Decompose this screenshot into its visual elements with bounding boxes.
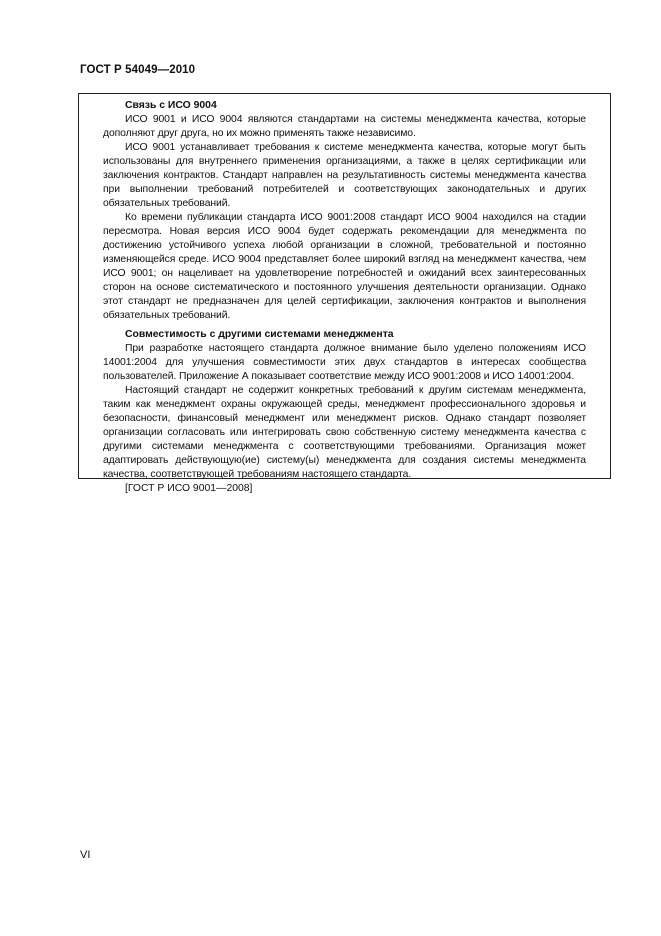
section-heading: Совместимость с другими системами менеджмента — [125, 329, 394, 340]
section-iso-9004 — [103, 99, 586, 323]
paragraph: ИСО 9001 устанавливает требования к системе менеджмента качества, которые могут быть использованы для внутреннего применения организациями, а также в целях сертификации или заключения контрактов. Стандарт направлен на результативность системы менеджмента качества при выполнении требований потребителей и соответствующих законодательных и других обязательных требований. — [103, 142, 586, 209]
section-heading: Связь с ИСО 9004 — [125, 100, 217, 111]
paragraph: Ко времени публикации стандарта ИСО 9001:2008 стандарт ИСО 9004 находился на стадии пересмотра. Новая версия ИСО 9004 будет содержать рекомендации для менеджмента по достижению устойчивого успеха любой организации в сложной, требовательной и постоянно изменяющейся среде. ИСО 9004 представляет более широкий взгляд на менеджмент качества, чем ИСО 9001; он нацеливает на удовлетворение потребностей и ожиданий всех заинтересованных сторон на основе систематического и постоянного улучшения деятельности организации. Однако этот стандарт не предназначен для целей сертификации, заключения контрактов и выполнения обязательных требований. — [103, 212, 586, 321]
paragraph: При разработке настоящего стандарта должное внимание было уделено положениям ИСО 14001:2004 для улучшения совместимости этих двух стандартов в интересах сообщества пользователей. Приложение А показывает соответствие между ИСО 9001:2008 и ИСО 14001:2004. — [103, 343, 586, 382]
document-header: ГОСТ Р 54049—2010 — [80, 64, 196, 76]
paragraph: ИСО 9001 и ИСО 9004 являются стандартами на системы менеджмента качества, которые дополняют друг друга, но их можно применять также независимо. — [103, 114, 586, 139]
paragraph: Настоящий стандарт не содержит конкретных требований к другим системам менеджмента, таким как менеджмент охраны окружающей среды, менеджмент профессионального здоровья и безопасности, финансовый менеджмент или менеджмент рисков. Однако стандарт позволяет организации согласовать или интегрировать свою собственную систему менеджмента качества с другими системами менеджмента с соответствующими требованиями. Организация может адаптировать действующую(ие) систему(ы) менеджмента для создания системы менеджмента качества, соответствующей требованиям настоящего стандарта. — [103, 385, 586, 480]
page-number: VI — [80, 849, 91, 861]
reference-citation: [ГОСТ Р ИСО 9001—2008] — [125, 483, 253, 494]
quoted-text-box — [78, 93, 611, 494]
section-compatibility — [103, 328, 586, 496]
